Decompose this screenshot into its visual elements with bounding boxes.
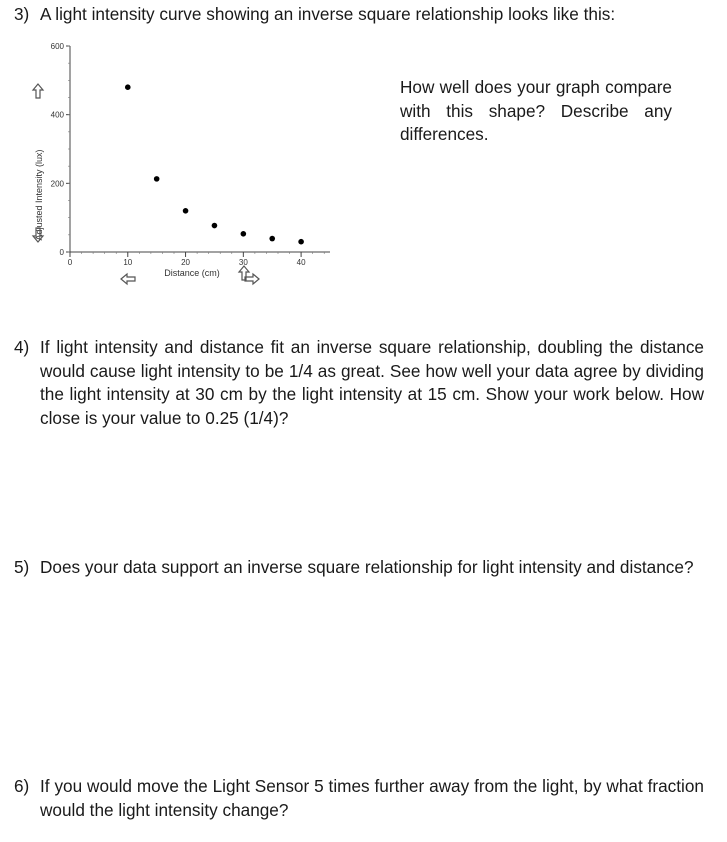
x-tick-label: 10 — [123, 258, 133, 267]
inverse-square-chart — [0, 30, 345, 295]
chart-ticks — [51, 42, 325, 267]
y-axis-label: Adjusted Intensity (lux) — [34, 149, 44, 241]
question-3 — [14, 3, 704, 27]
question-number: 6) — [14, 776, 30, 796]
side-question: How well does your graph compare with this shape? Describe any differences. — [400, 77, 672, 144]
x-tick-label: 20 — [181, 258, 191, 267]
data-point — [241, 231, 247, 237]
chart-axes — [70, 46, 330, 252]
question-number: 4) — [14, 337, 30, 357]
x-axis-label: Distance (cm) — [164, 268, 220, 278]
x-tick-label: 30 — [238, 258, 248, 267]
question-text: If you would move the Light Sensor 5 times further away from the light, by what fraction would the light intensity change? — [40, 776, 704, 820]
y-tick-label: 0 — [59, 248, 64, 257]
question-number: 5) — [14, 557, 30, 577]
question-6 — [14, 775, 704, 822]
question-number: 3) — [14, 4, 30, 24]
question-4 — [14, 336, 704, 430]
question-text: Does your data support an inverse square relationship for light intensity and distance? — [40, 557, 694, 577]
x-tick-label: 40 — [296, 258, 306, 267]
chart-points — [125, 84, 304, 244]
y-tick-label: 400 — [50, 110, 64, 120]
y-up-arrow-icon — [33, 84, 43, 98]
data-point — [212, 223, 218, 229]
question-text: If light intensity and distance fit an inverse square relationship, doubling the distance would cause light intensity to be 1/4 as great. See how well your data agree by dividing the light intensity at 30 cm by the light intensity at 15 cm. Show your work below. How close is your value to 0.25 (1/4)? — [40, 337, 704, 428]
x-left-arrow-icon — [121, 274, 135, 284]
data-point — [183, 208, 189, 214]
question-5 — [14, 556, 704, 580]
data-point — [125, 84, 131, 90]
mid-up-arrow-icon — [239, 266, 249, 280]
data-point — [269, 236, 275, 242]
question-text: A light intensity curve showing an inverse square relationship looks like this: — [40, 4, 616, 24]
data-point — [154, 176, 160, 182]
y-tick-label: 600 — [50, 42, 64, 51]
data-point — [298, 239, 304, 245]
x-right-arrow-icon — [245, 274, 259, 284]
x-tick-label: 0 — [67, 258, 73, 267]
y-tick-label: 200 — [50, 179, 64, 189]
